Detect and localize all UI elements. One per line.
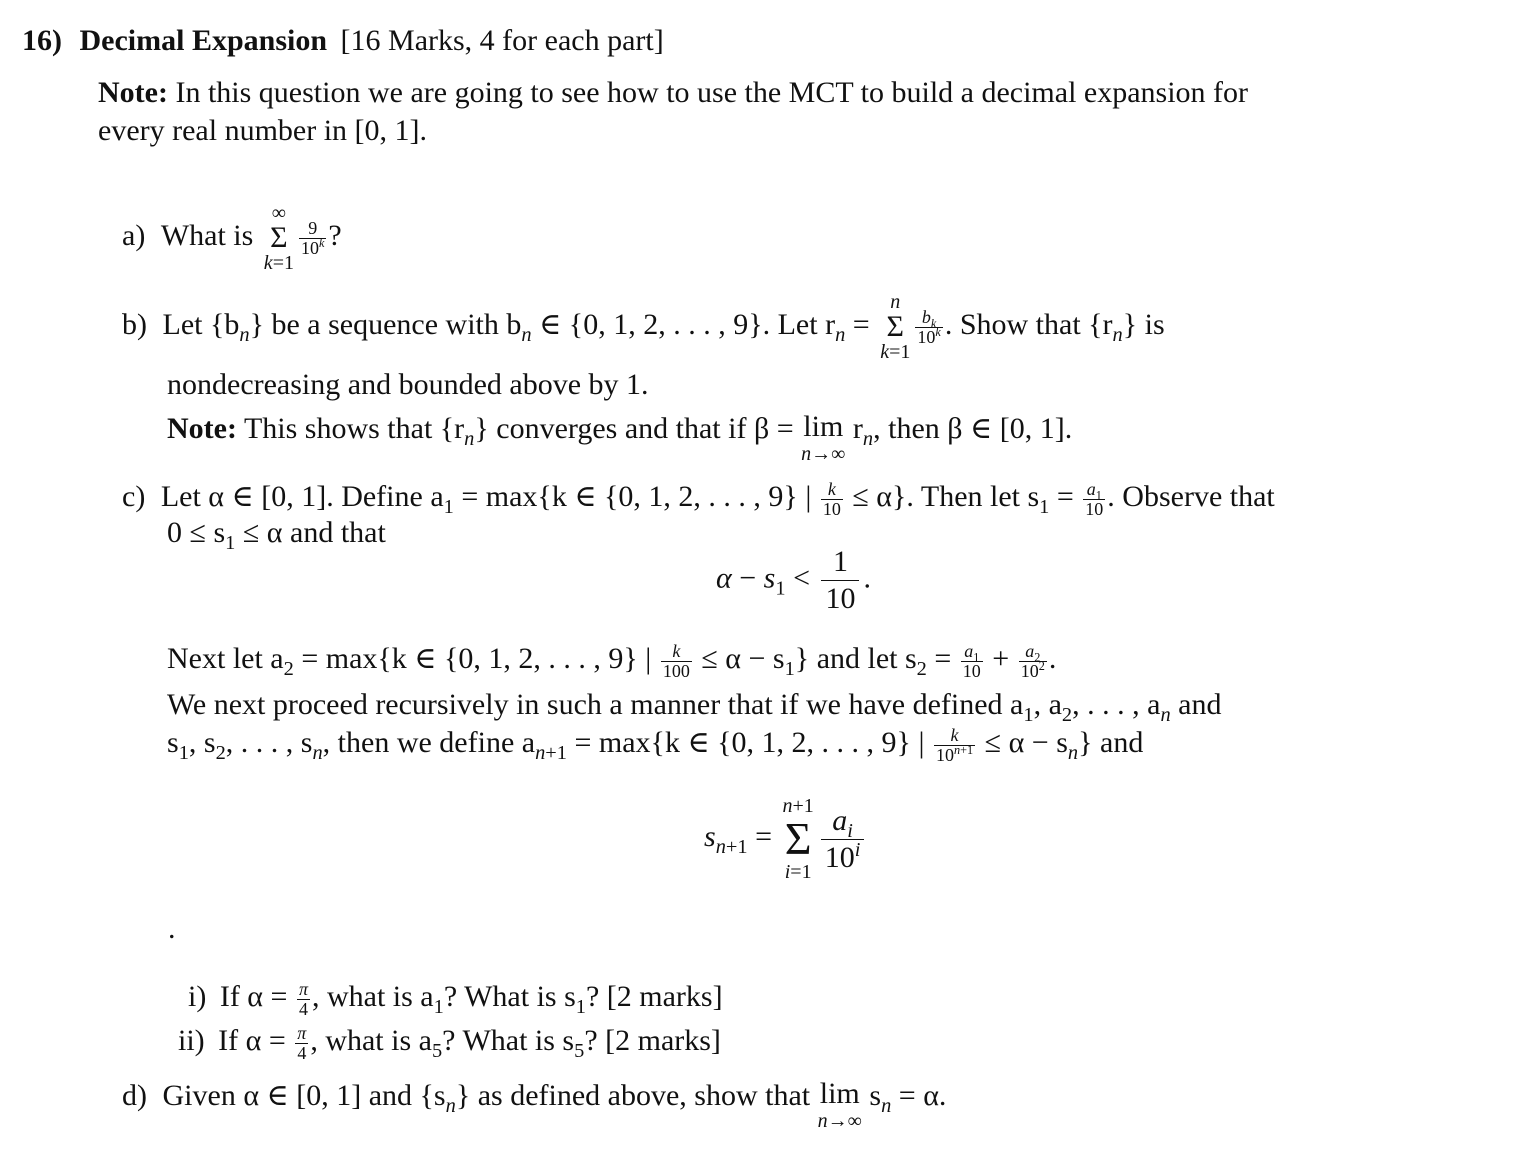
fraction-bk-over-10k: $\frac{b_k}{10^k}$: [917, 306, 941, 347]
part-a-label: a): [122, 218, 146, 252]
part-a: a) What is ∞ Σ k=1 $\frac{9}{10^k}$ ?: [122, 202, 342, 274]
part-b-line2: nondecreasing and bounded above by 1.: [167, 368, 649, 401]
fraction-a1-over-10: $\frac{a_1}{10}$: [1085, 478, 1104, 519]
question-heading: [22, 22, 664, 60]
fraction-k-over-10n1: $\frac{k}{10^{n+1}}$: [935, 724, 974, 765]
part-c-recursive-line1: We next proceed recursively in such a manner that if we have defined $a_1$, $a_2$, . . . , $a_n$ and: [167, 688, 1222, 726]
part-c-line2: $0 \le s_1 \le \alpha$ and that: [167, 516, 386, 554]
fraction-pi-over-4-ii: $\frac{\pi}{4}$: [297, 1022, 307, 1063]
part-b-note-label: Note:: [167, 412, 237, 445]
question-marks: [16 Marks, 4 for each part]: [340, 24, 664, 57]
part-c-line1: c) Let α ∈ [0, 1]. Define $a_1 = \max\{k$ ∈ {0, 1, 2, . . . , 9} | $\frac{k}{10}$ ≤ α}. Then let $s_1$ = $\frac{a_1}{10}$ . Observe that: [122, 478, 1275, 519]
equation-s-n-plus-1: $s_{n+1}$ = n+1 Σ i=1 $\frac{a_i}{10^i}$: [704, 796, 868, 882]
part-c-sub-ii: ii) If α = $\frac{\pi}{4}$ , what is $a_5$? What is $s_5$? [2 marks]: [178, 1022, 721, 1063]
fraction-k-over-100: $\frac{k}{100}$: [662, 640, 690, 681]
intro-note-line1: [98, 74, 1248, 112]
fraction-9-over-10k: $\frac{9}{10^k}$: [300, 217, 325, 258]
part-b-label: b): [122, 307, 147, 341]
part-c-sub-i: i) If α = $\frac{\pi}{4}$ , what is $a_1$? What is $s_1$? [2 marks]: [188, 978, 723, 1019]
sum-symbol-c: n+1 Σ i=1: [782, 795, 814, 883]
limit-operator-d: lim n→∞: [817, 1077, 862, 1132]
part-b-note: Note: This shows that $\{r_n\}$ converges and that if β = lim n→∞ $r_n$, then β ∈ [0, 1].: [167, 410, 1073, 465]
question-title: Decimal Expansion: [79, 24, 328, 57]
intro-note-label: Note:: [98, 76, 168, 109]
intro-note-text: In this question we are going to see how to use the MCT to build a decimal expansion for: [175, 76, 1249, 109]
sub-ii-label: ii): [178, 1024, 205, 1057]
fraction-pi-over-4-i: $\frac{\pi}{4}$: [298, 978, 308, 1019]
fraction-ai-over-10i: $\frac{a_i}{10^i}$: [821, 803, 865, 876]
part-d-label: d): [122, 1079, 147, 1112]
fraction-a2-over-100: $\frac{a_2}{10^2}$: [1020, 640, 1045, 681]
part-a-text: What is: [160, 218, 254, 252]
fraction-1-over-10: $\frac{1}{10}$: [821, 544, 859, 617]
sub-i-label: i): [188, 980, 207, 1013]
part-c-recursive-line2: $s_1$, $s_2$, . . . , $s_n$, then we define $a_{n+1} = \max\{k$ ∈ {0, 1, 2, . . . , 9} | $\frac{k}{10^{n+1}}$ ≤ $\alpha - s_n$} and: [167, 724, 1144, 765]
sum-symbol-b: n Σ k=1: [880, 291, 911, 363]
part-c-next: Next let $a_2 = \max\{k$ ∈ {0, 1, 2, . . . , 9} | $\frac{k}{100}$ ≤ $\alpha - s_1$} and let $s_2$ = $\frac{a_1}{10}$ + $\frac{a_2}{10^2}$ .: [167, 640, 1057, 681]
fraction-a1-over-10-b: $\frac{a_1}{10}$: [962, 640, 981, 681]
intro-note-line2: every real number in [0, 1].: [98, 114, 428, 147]
part-d: d) Given α ∈ [0, 1] and $\{s_n\}$ as defined above, show that lim n→∞ $s_n = \alpha$.: [122, 1077, 947, 1132]
fraction-k-over-10: $\frac{k}{10}$: [822, 478, 841, 519]
limit-operator-b: lim n→∞: [801, 410, 846, 465]
sum-symbol-a: ∞ Σ k=1: [263, 202, 294, 274]
question-number: 16): [22, 24, 62, 57]
equation-alpha-minus-s1: $\alpha - s_1$ < $\frac{1}{10}$ .: [716, 545, 871, 615]
lone-period: .: [168, 912, 176, 945]
part-b-line1: b) Let $\{b_n\}$ be a sequence with $b_n$ ∈ {0, 1, 2, . . . , 9}. Let $r_n$ = n Σ k=1 $\frac{b_k}{10^k}$ . Show that $\{r_n\}$ is: [122, 291, 1165, 363]
part-c-label: c): [122, 480, 146, 513]
